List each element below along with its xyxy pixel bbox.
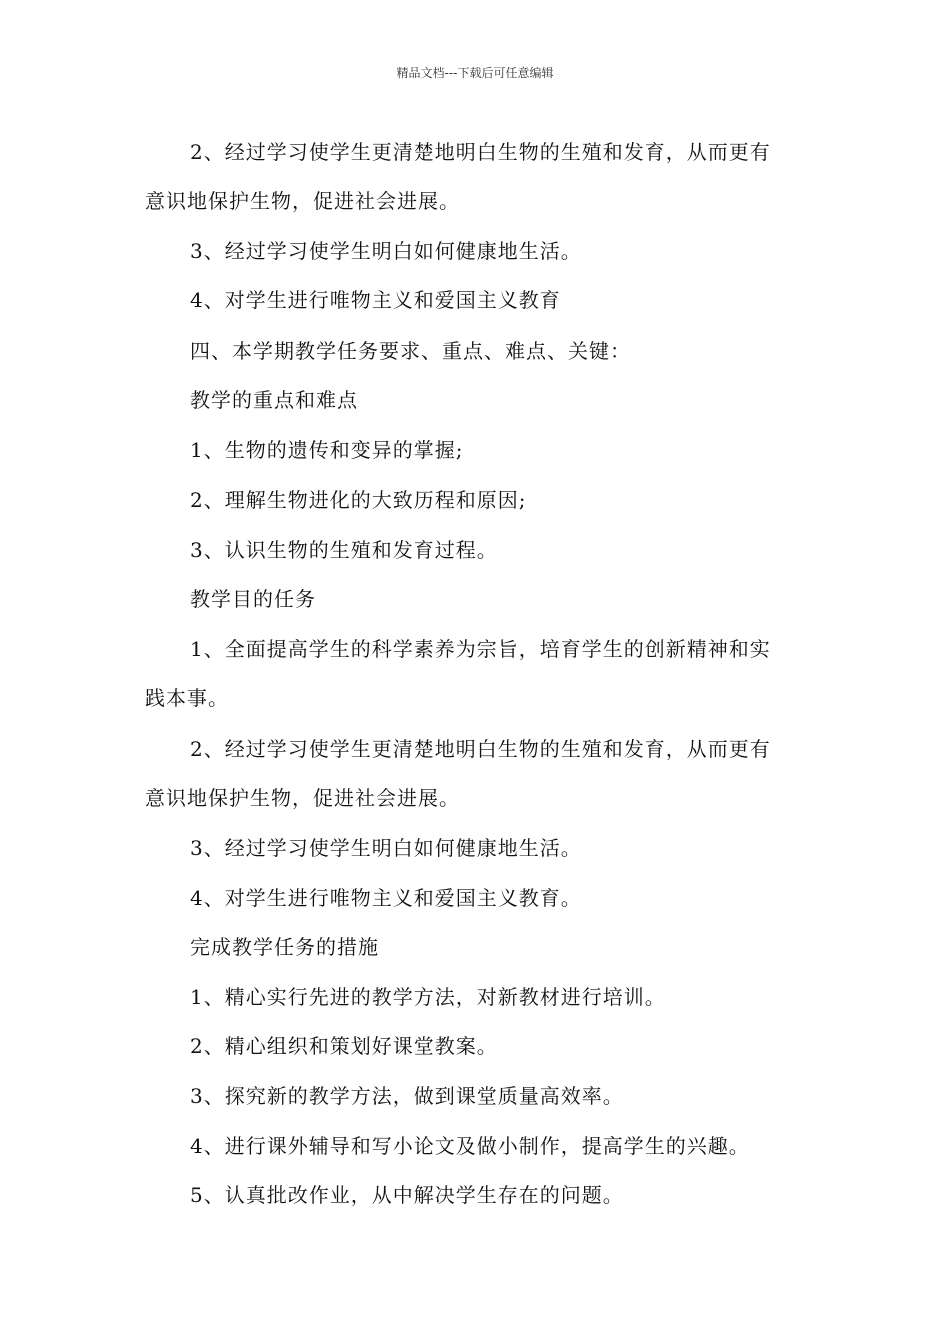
paragraph-line: 4、对学生进行唯物主义和爱国主义教育	[190, 288, 561, 312]
subheading: 教学的重点和难点	[190, 388, 358, 412]
page-header: 精品文档---下载后可任意编辑	[396, 66, 554, 80]
paragraph-line: 3、经过学习使学生明白如何健康地生活。	[190, 836, 582, 860]
subheading: 完成教学任务的措施	[190, 935, 379, 959]
paragraph-line: 3、探究新的教学方法，做到课堂质量高效率。	[190, 1084, 624, 1108]
paragraph-line: 2、经过学习使学生更清楚地明白生物的生殖和发育，从而更有	[190, 737, 771, 761]
section-heading: 四、本学期教学任务要求、重点、难点、关键：	[190, 339, 631, 363]
paragraph-line: 意识地保护生物，促进社会进展。	[145, 786, 460, 810]
paragraph-line: 1、生物的遗传和变异的掌握;	[190, 438, 464, 462]
paragraph-line: 2、经过学习使学生更清楚地明白生物的生殖和发育，从而更有	[190, 140, 771, 164]
paragraph-line: 2、理解生物进化的大致历程和原因;	[190, 488, 527, 512]
paragraph-line: 4、对学生进行唯物主义和爱国主义教育。	[190, 886, 582, 910]
paragraph-line: 2、精心组织和策划好课堂教案。	[190, 1034, 498, 1058]
paragraph-line: 3、经过学习使学生明白如何健康地生活。	[190, 239, 582, 263]
paragraph-line: 1、精心实行先进的教学方法，对新教材进行培训。	[190, 985, 666, 1009]
paragraph-line: 3、认识生物的生殖和发育过程。	[190, 538, 498, 562]
subheading: 教学目的任务	[190, 587, 316, 611]
paragraph-line: 1、全面提高学生的科学素养为宗旨，培育学生的创新精神和实	[190, 637, 771, 661]
paragraph-line: 践本事。	[145, 686, 229, 710]
paragraph-line: 5、认真批改作业，从中解决学生存在的问题。	[190, 1183, 624, 1207]
paragraph-line: 4、进行课外辅导和写小论文及做小制作，提高学生的兴趣。	[190, 1134, 750, 1158]
paragraph-line: 意识地保护生物，促进社会进展。	[145, 189, 460, 213]
